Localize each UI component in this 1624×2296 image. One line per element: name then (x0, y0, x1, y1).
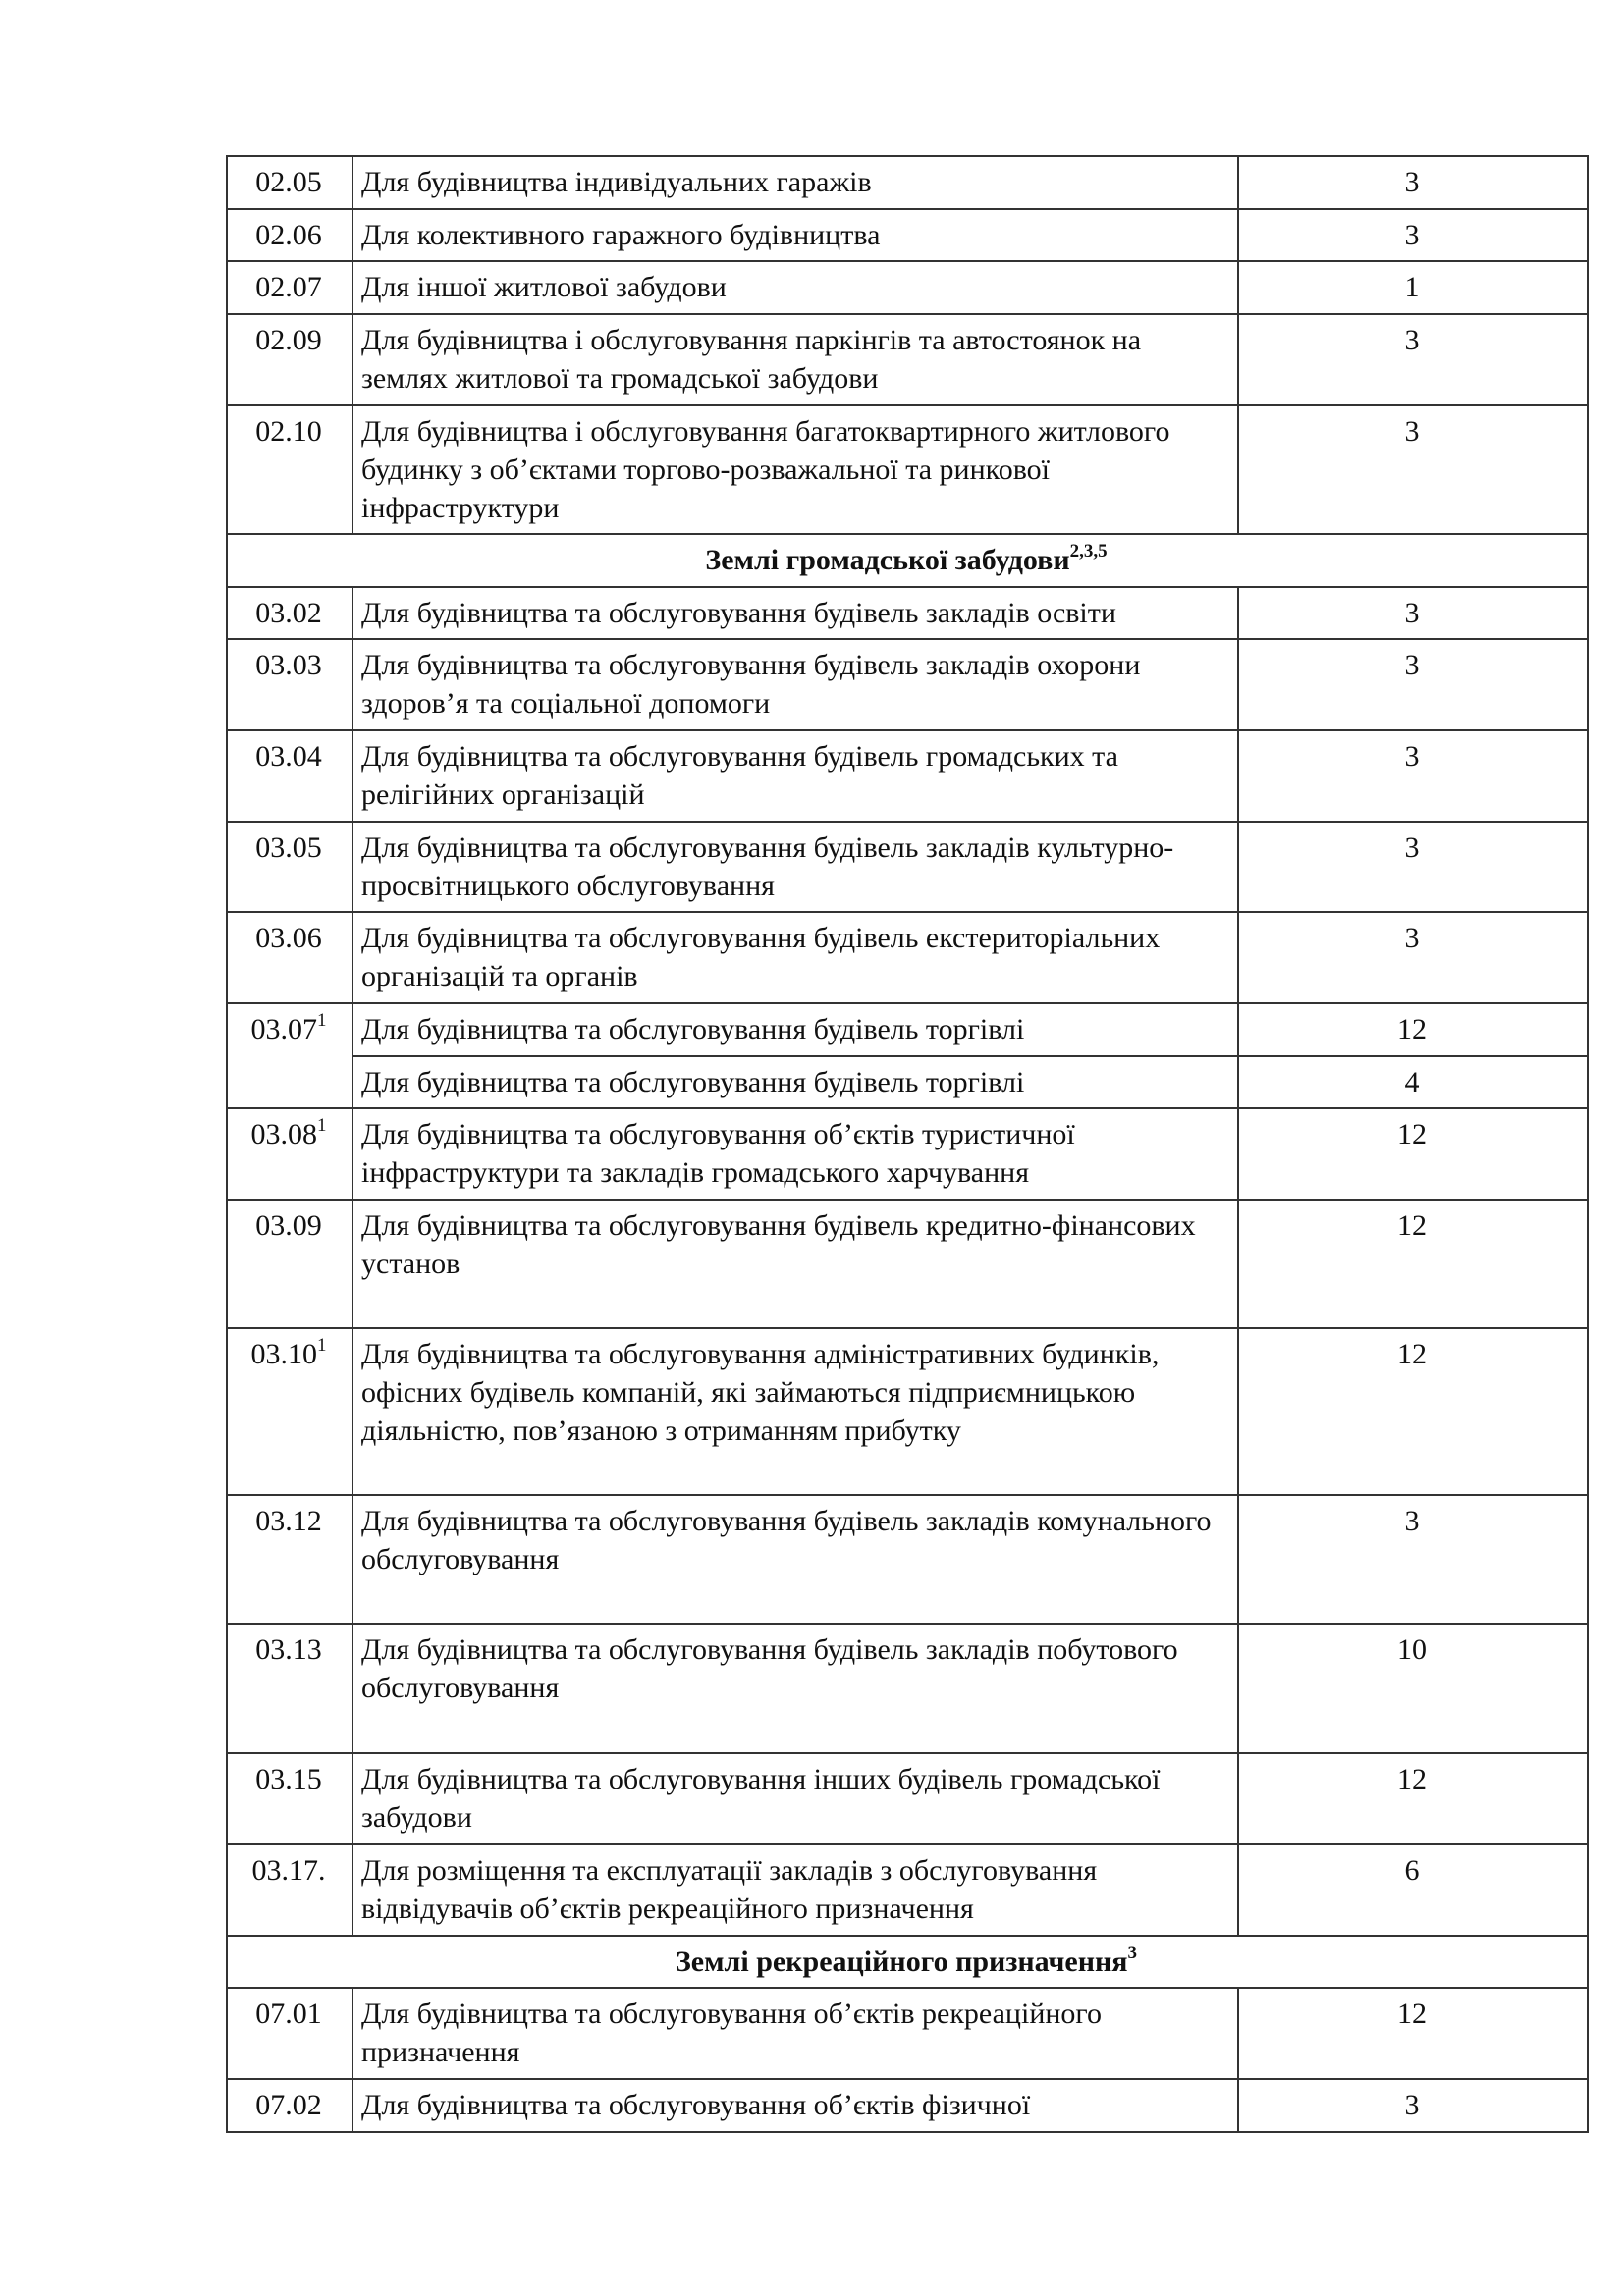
table-row (227, 1056, 1588, 1108)
description-cell: Для будівництва та обслуговування будівель громадських та релігійних організацій (352, 730, 1238, 822)
table-row (227, 730, 1588, 822)
table-row (227, 1003, 1588, 1056)
code-text: 03.06 (255, 922, 322, 954)
footnote-ref: 2,3,5 (1069, 541, 1108, 561)
table-row (227, 639, 1588, 730)
table-row (227, 1624, 1588, 1753)
code-text: 02.07 (255, 271, 322, 303)
description-cell: Для будівництва та обслуговування будівель закладів побутового обслуговування (352, 1624, 1238, 1753)
code-text: 03.04 (255, 740, 322, 773)
table-row (227, 209, 1588, 261)
value-cell: 3 (1238, 730, 1588, 822)
description-cell: Для будівництва та обслуговування об’єктів фізичної (352, 2079, 1238, 2132)
description-cell: Для будівництва індивідуальних гаражів (352, 156, 1238, 209)
section-title (227, 1936, 1588, 1988)
value-cell: 3 (1238, 209, 1588, 261)
footnote-ref: 1 (317, 1335, 327, 1356)
table-row (227, 1328, 1588, 1495)
code-cell (227, 639, 352, 730)
code-cell (227, 1328, 352, 1495)
description-cell: Для іншої житлової забудови (352, 261, 1238, 314)
table-row (227, 822, 1588, 912)
description-cell: Для будівництва та обслуговування будівель кредитно-фінансових установ (352, 1200, 1238, 1328)
code-cell (227, 822, 352, 912)
table-row (227, 1753, 1588, 1844)
value-cell: 12 (1238, 1753, 1588, 1844)
value-cell: 3 (1238, 405, 1588, 534)
value-cell: 12 (1238, 1328, 1588, 1495)
table-row (227, 1844, 1588, 1936)
description-cell: Для колективного гаражного будівництва (352, 209, 1238, 261)
code-text: 03.17. (251, 1854, 326, 1887)
value-cell: 3 (1238, 822, 1588, 912)
code-text: 03.08 (250, 1118, 317, 1150)
code-cell (227, 1108, 352, 1200)
code-cell (227, 1753, 352, 1844)
description-cell: Для будівництва та обслуговування будівель торгівлі (352, 1056, 1238, 1108)
description-cell: Для будівництва та обслуговування будівель закладів охорони здоров’я та соціальної допомоги (352, 639, 1238, 730)
table-body (227, 156, 1588, 2132)
code-cell (227, 912, 352, 1003)
table-row (227, 587, 1588, 639)
table-row (227, 912, 1588, 1003)
code-cell (227, 1624, 352, 1753)
table-row (227, 156, 1588, 209)
value-cell: 3 (1238, 639, 1588, 730)
section-row (227, 534, 1588, 587)
value-cell: 12 (1238, 1108, 1588, 1200)
value-cell: 12 (1238, 1200, 1588, 1328)
code-cell (227, 1200, 352, 1328)
code-text: 07.01 (255, 1998, 322, 2030)
value-cell: 1 (1238, 261, 1588, 314)
description-cell: Для будівництва та обслуговування інших будівель громадської забудови (352, 1753, 1238, 1844)
section-row (227, 1936, 1588, 1988)
table-row (227, 1988, 1588, 2079)
description-cell: Для будівництва і обслуговування багатоквартирного житлового будинку з об’єктами торгово-розважальної та ринкової інфраструктури (352, 405, 1238, 534)
section-title-text: Землі рекреаційного призначення (675, 1946, 1128, 1978)
code-cell (227, 209, 352, 261)
value-cell: 3 (1238, 2079, 1588, 2132)
value-cell: 3 (1238, 1495, 1588, 1624)
code-cell (227, 587, 352, 639)
value-cell: 12 (1238, 1003, 1588, 1056)
description-cell: Для будівництва та обслуговування будівель закладів освіти (352, 587, 1238, 639)
code-text: 02.05 (255, 166, 322, 198)
code-text: 03.07 (250, 1013, 317, 1045)
code-cell (227, 1003, 352, 1108)
section-title (227, 534, 1588, 587)
table-row (227, 405, 1588, 534)
value-cell: 3 (1238, 912, 1588, 1003)
description-cell: Для будівництва та обслуговування об’єктів туристичної інфраструктури та закладів громадського харчування (352, 1108, 1238, 1200)
code-cell (227, 1495, 352, 1624)
code-text: 02.09 (255, 324, 322, 356)
description-cell: Для будівництва та обслуговування адміністративних будинків, офісних будівель компаній, які займаються підприємницькою діяльністю, пов’язаною з отриманням прибутку (352, 1328, 1238, 1495)
value-cell: 3 (1238, 156, 1588, 209)
code-text: 02.06 (255, 219, 322, 251)
code-text: 03.05 (255, 831, 322, 864)
code-text: 03.15 (255, 1763, 322, 1795)
table-row (227, 261, 1588, 314)
code-cell (227, 730, 352, 822)
land-use-table (226, 155, 1589, 2133)
code-cell (227, 314, 352, 405)
code-text: 03.03 (255, 649, 322, 681)
table-row (227, 2079, 1588, 2132)
code-cell (227, 261, 352, 314)
code-text: 03.02 (255, 597, 322, 629)
table-row (227, 1200, 1588, 1328)
code-text: 07.02 (255, 2089, 322, 2121)
table-row (227, 314, 1588, 405)
section-title-text: Землі громадської забудови (705, 544, 1070, 576)
table-row (227, 1495, 1588, 1624)
description-cell: Для будівництва і обслуговування паркінгів та автостоянок на землях житлової та громадської забудови (352, 314, 1238, 405)
value-cell: 3 (1238, 587, 1588, 639)
value-cell: 6 (1238, 1844, 1588, 1936)
code-cell (227, 1988, 352, 2079)
value-cell: 3 (1238, 314, 1588, 405)
footnote-ref: 1 (317, 1115, 327, 1136)
table-row (227, 1108, 1588, 1200)
description-cell: Для розміщення та експлуатації закладів з обслуговування відвідувачів об’єктів рекреаційного призначення (352, 1844, 1238, 1936)
value-cell: 10 (1238, 1624, 1588, 1753)
code-text: 03.13 (255, 1633, 322, 1666)
code-cell (227, 2079, 352, 2132)
code-cell (227, 405, 352, 534)
description-cell: Для будівництва та обслуговування об’єктів рекреаційного призначення (352, 1988, 1238, 2079)
description-cell: Для будівництва та обслуговування будівель екстериторіальних організацій та органів (352, 912, 1238, 1003)
code-cell (227, 156, 352, 209)
value-cell: 12 (1238, 1988, 1588, 2079)
code-text: 02.10 (255, 415, 322, 448)
footnote-ref: 3 (1127, 1943, 1138, 1963)
code-text: 03.09 (255, 1209, 322, 1242)
footnote-ref: 1 (317, 1010, 327, 1031)
code-text: 03.10 (250, 1338, 317, 1370)
description-cell: Для будівництва та обслуговування будівель торгівлі (352, 1003, 1238, 1056)
description-cell: Для будівництва та обслуговування будівель закладів культурно-просвітницького обслуговування (352, 822, 1238, 912)
description-cell: Для будівництва та обслуговування будівель закладів комунального обслуговування (352, 1495, 1238, 1624)
code-text: 03.12 (255, 1505, 322, 1537)
code-cell (227, 1844, 352, 1936)
value-cell: 4 (1238, 1056, 1588, 1108)
